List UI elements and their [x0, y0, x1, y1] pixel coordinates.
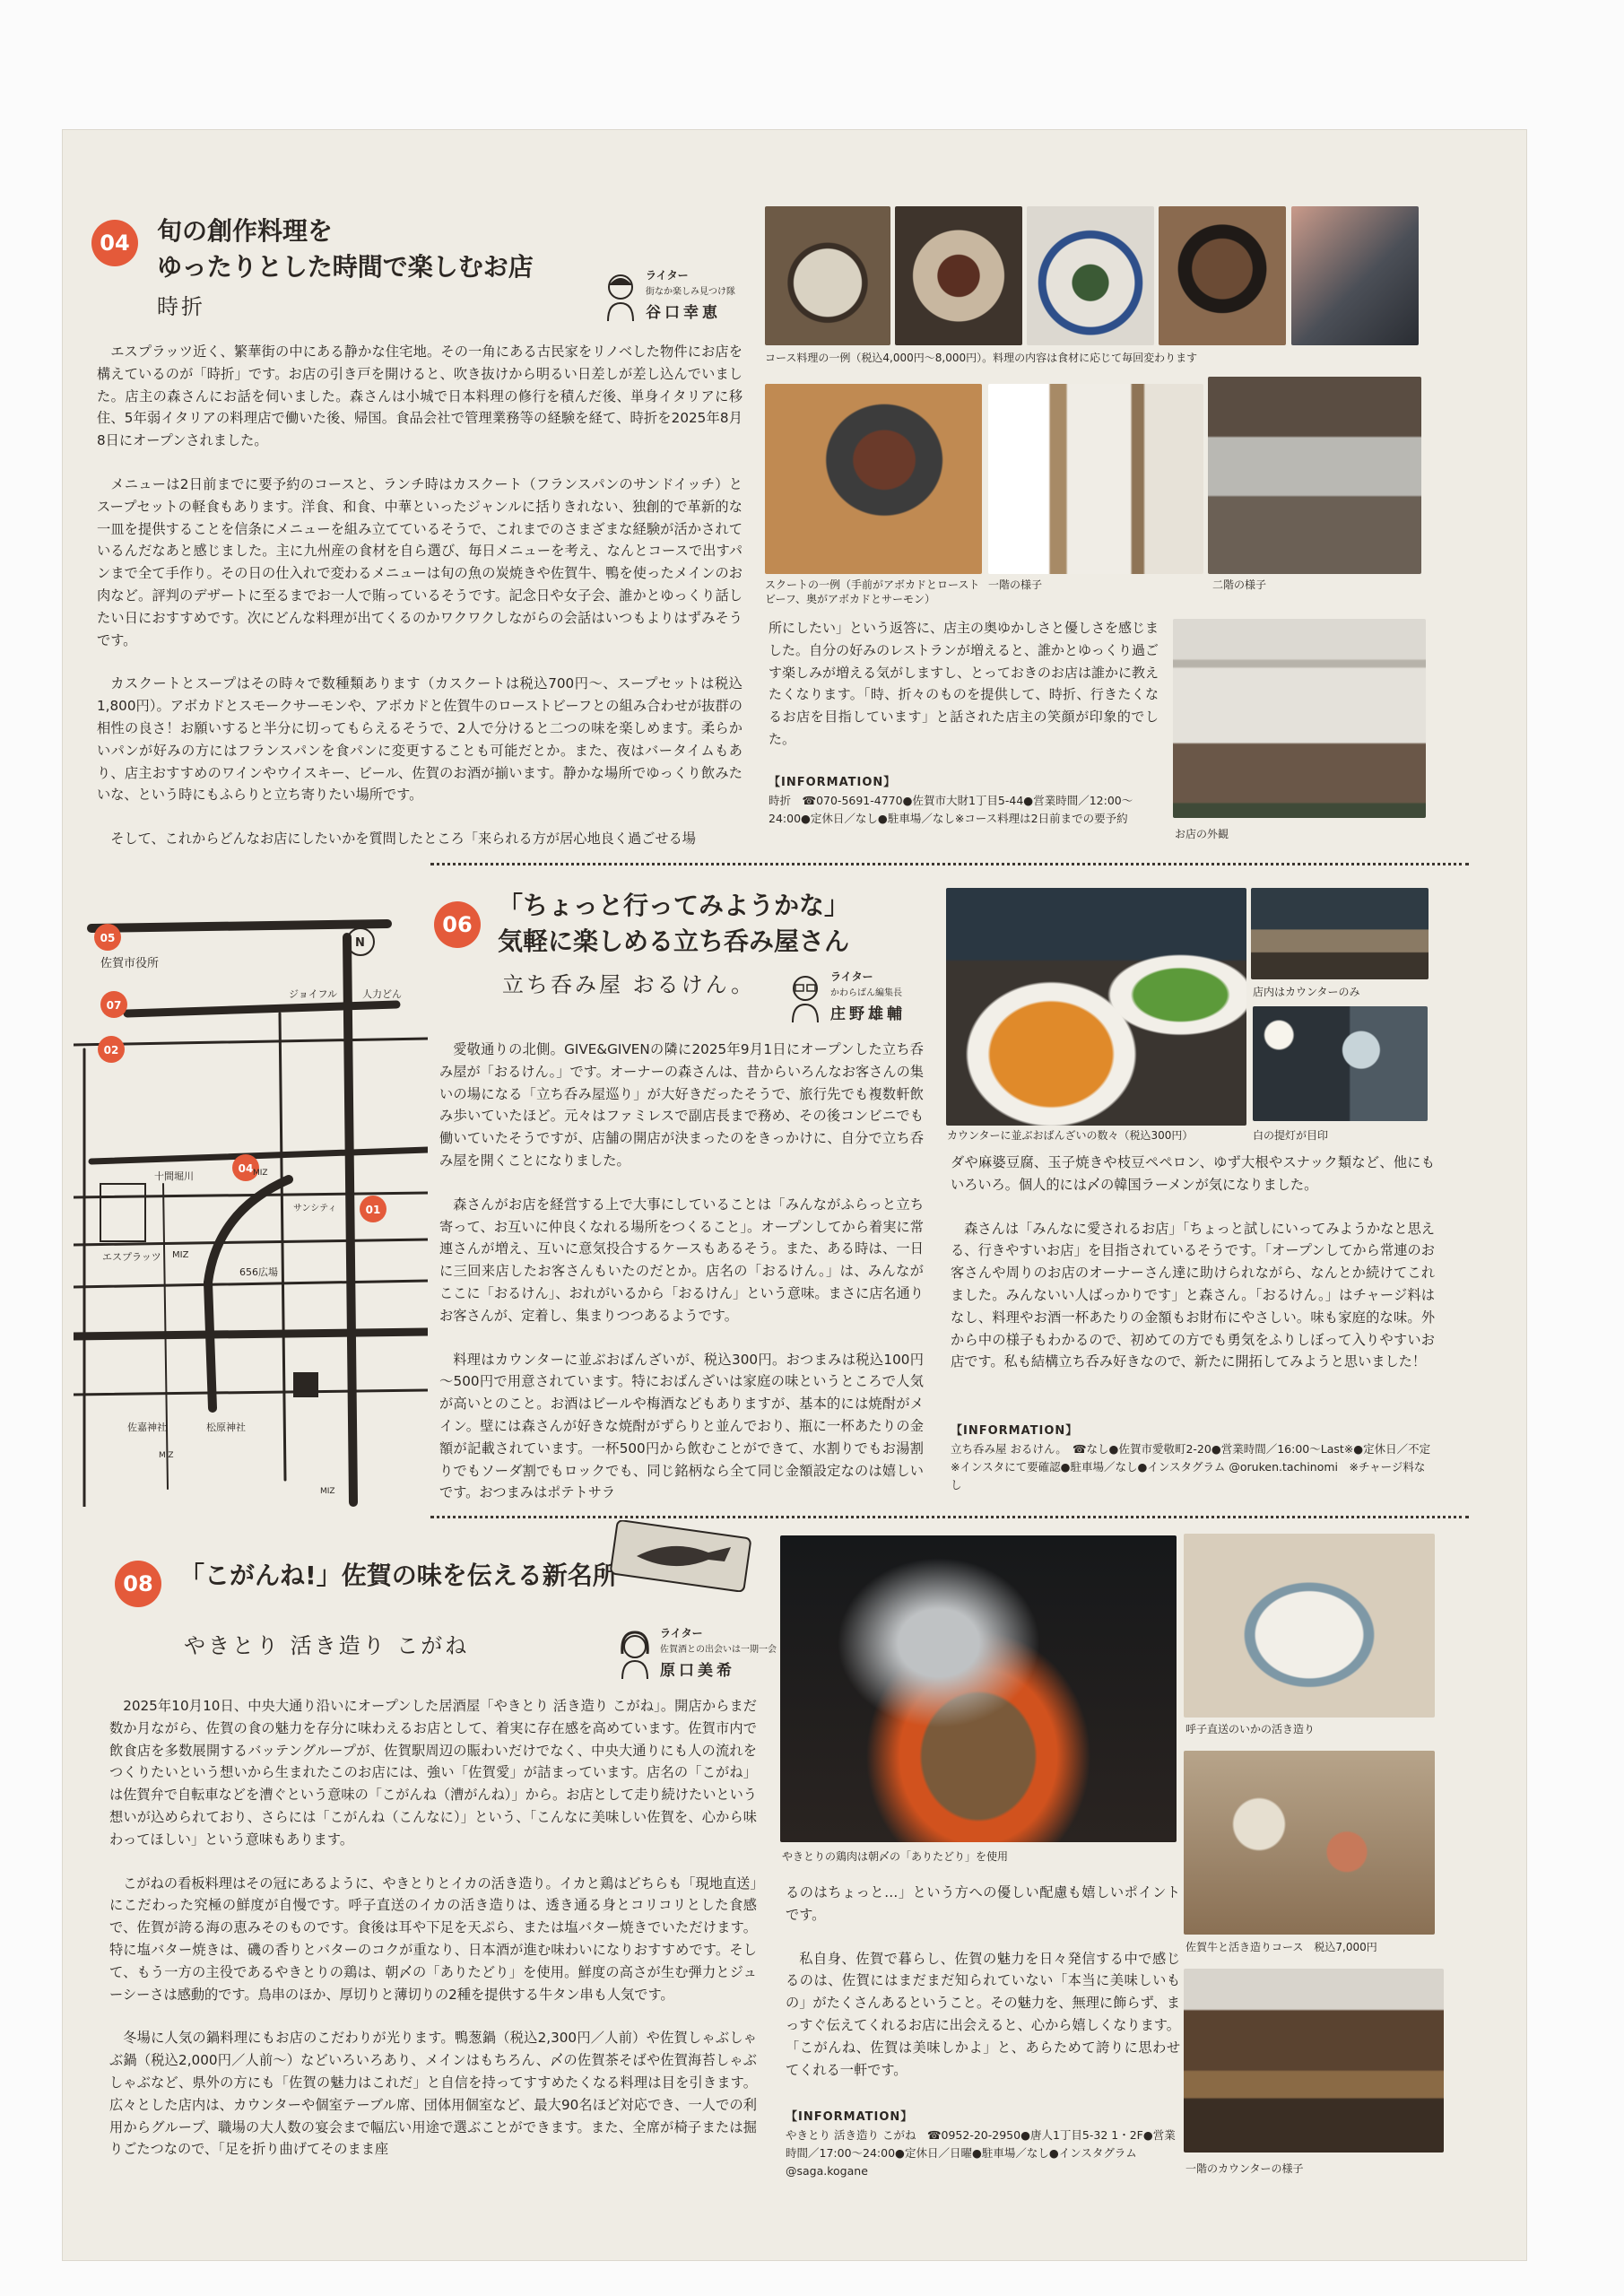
- map-label: 佐賀市役所: [100, 957, 160, 970]
- paragraph: こがねの看板料理はその冠にあるように、やきとりとイカの活き造り。イカと鶏はどちらも「現地直送」にこだわった究極の鮮度が自慢です。呼子直送のイカの活き造りは、透き通る身とコリコリとした食感で、佐賀が誇る海の恵みそのものです。食後は耳や下足を天ぷら、または塩バター焼きでいただけます。特に塩バター焼きは、磯の香りとバターのコクが重なり、日本酒が進む味わいになりおすすめです。そして、もう一方の主役であるやきとりの鶏は、朝〆の「ありたどり」を使用。鮮度の高さが生む弾力とジューシーさは感動的です。鳥串のほか、厚切りと薄切りの2種を提供する牛タン串も人気です。: [109, 1874, 757, 2003]
- storefront-photo: [1173, 619, 1426, 818]
- info-heading: 【INFORMATION】: [769, 776, 897, 789]
- photo-caption: 一階のカウンターの様子: [1185, 2162, 1304, 2175]
- map-label: 656広場: [239, 1266, 278, 1278]
- photo-caption: 一階の様子: [988, 578, 1043, 591]
- writer-label: ライター: [646, 269, 689, 282]
- paragraph: そして、これからどんなお店にしたいかを質問したところ「来られる方が居心地良く過ごせる場: [110, 831, 696, 848]
- section-08-shop-name: やきとり 活き造り こがね: [184, 1633, 470, 1658]
- paragraph: ダや麻婆豆腐、玉子焼きや枝豆ペペロン、ゆず大根やスナック類など、他にもいろいろ。個人的には〆の韓国ラーメンが気になりました。: [951, 1154, 1435, 1193]
- map-label: サンシティ: [293, 1204, 337, 1213]
- paragraph: 冬場に人気の鍋料理にもお店のこだわりが光ります。鴨葱鍋（税込2,300円／人前）や佐賀しゃぶしゃぶ鍋（税込2,000円／人前～）などいろいろあり、メインはもちろん、〆の佐賀茶そばや佐賀海苔しゃぶしゃぶなど、県外の方にも「佐賀の魅力はこれだ」と自信を持ってすすめたくなる料理は目を引きます。広々とした店内は、カウンターや個室テーブル席、団体用個室など、最大90名ほど対応でき、一人での利用からグループ、職場の大人数の宴会まで幅広い用途で選ぶことができます。また、全席が椅子または掘りごたつなので、「足を折り曲げてそのまま座: [109, 2030, 757, 2158]
- paragraph: エスプラッツ近く、繁華街の中にある静かな住宅地。その一角にある古民家をリノベした物件にお店を構えているのが「時折」です。お店の引き戸を開けると、吹き抜けから明るい日差しが差し込んでいました。店主の森さんにお話を伺いました。森さんは小城で日本料理の修行を積んだ後、単身イタリアに移住、5年弱イタリアの料理店で働いた後、帰国。食品会社で管理業務等の経験を経て、時折を2025年8月8日にオープンされました。: [97, 344, 743, 449]
- section-06-body: [439, 1039, 924, 1526]
- map-label: MIZ: [253, 1169, 268, 1178]
- storefront-photo: [1253, 1006, 1428, 1121]
- map-label: 松原神社: [206, 1422, 246, 1433]
- section-divider: [430, 863, 1469, 865]
- photo-caption: 佐賀牛と活き造りコース 税込7,000円: [1185, 1941, 1377, 1953]
- map-north-label: N: [355, 936, 365, 950]
- photo-caption: やきとりの鶏肉は朝〆の「ありたどり」を使用: [782, 1850, 1009, 1863]
- paragraph: 森さんがお店を経営する上で大事にしていることは「みんながふらっと立ち寄って、お互いに仲良くなれる場所をつくること」。オープンしてから着実に常連さんが増え、互いに意気投合するケースもあるそう。また、ある時は、一日に三回来店したお客さんもいたのだとか。店名の「おるけん。」は、みんながここに「おるけん」、おれがいるから「おるけん」という意味。まさに店名通りお客さんが、定着し、集まりつつあるようです。: [439, 1196, 924, 1324]
- writer-credit: [787, 967, 967, 1031]
- map-label: MIZ: [159, 1451, 174, 1460]
- writer-label: ライター: [660, 1627, 703, 1639]
- area-map: [74, 906, 428, 1507]
- section-04-information: [769, 773, 1163, 828]
- interior-photo: [988, 384, 1203, 574]
- writer-name: 原口美希: [660, 1662, 735, 1680]
- map-label: 人力どん: [362, 988, 402, 1000]
- section-08-body: [109, 1695, 757, 2182]
- writer-portrait-icon: [603, 269, 638, 323]
- paragraph: メニューは2日前までに要予約のコースと、ランチ時はカスクート（フランスパンのサンドイッチ）とスープセットの軽食もあります。洋食、和食、中華といったジャンルに括りきれない、独創的で革新的な一皿を提供することを信条にメニューを組み立てているそうで、これまでのさまざまな経験が活かされているんだなあと感じました。主に九州産の食材を自ら選び、毎日メニューを考え、なんとコースで出すパンまで全て手作り。その日の仕入れで変わるメニューは旬の魚の炭焼きや佐賀牛、鴨を使ったメインのお肉など。評判のデザートに至るまでお一人で賄っているそうです。記念日や女子会、誰かとゆっくり話したい日におすすめです。次にどんな料理が出てくるのかワクワクしながらの会話はいつもよりはずみそうです。: [97, 475, 743, 648]
- squid-illustration-icon: [610, 1520, 753, 1592]
- map-marker: 04: [238, 1162, 254, 1175]
- interior-photo: [1184, 1969, 1444, 2152]
- photo-caption: 二階の様子: [1212, 578, 1267, 591]
- photo-caption: スクートの一例（手前がアボカドとローストビーフ、奥がアボカドとサーモン）: [765, 578, 980, 605]
- section-04-title: 旬の創作料理を ゆったりとした時間で楽しむお店: [157, 216, 534, 282]
- writer-credit: [617, 1623, 796, 1688]
- paragraph: 森さんは「みんなに愛されるお店」「ちょっと試しにいってみようかなと思える、行きやすいお店」を目指されているそうです。「オープンしてから常連のお客さんや周りのお店のオーナーさん達に助けられながら、なんとか続けてこれました。みんないい人ばっかりです」と森さん。「おるけん。」はチャージ料はなし、料理やお酒一杯あたりの金額もお財布にやさしい。味も家庭的な味。外から中の様子もわかるので、初めての方でも勇気をふりしぼって入りやすいお店です。私も結構立ち呑み好きなので、新たに開拓してみようと思いました！: [951, 1220, 1436, 1370]
- interior-photo: [1208, 377, 1421, 574]
- info-text: 時折 ☎070-5691-4770●佐賀市大財1丁目5-44●営業時間／12:00～24:00●定休日／なし●駐車場／なし※コース料理は2日前までの要予約: [769, 794, 1133, 825]
- map-marker: 02: [103, 1044, 119, 1057]
- writer-credit: [603, 265, 782, 330]
- food-photo: [946, 888, 1246, 1126]
- info-heading: 【INFORMATION】: [786, 2110, 914, 2124]
- yakitori-photo: [780, 1535, 1177, 1842]
- writer-name: 谷口幸恵: [646, 304, 721, 322]
- writer-label: ライター: [830, 970, 873, 983]
- map-label: MIZ: [320, 1487, 335, 1496]
- paragraph: るのはちょっと…」という方への優しい配慮も嬉しいポイントです。: [786, 1884, 1180, 1923]
- food-photo: [765, 206, 890, 345]
- info-text: 立ち呑み屋 おるけん。 ☎なし●佐賀市愛敬町2-20●営業時間／16:00～Last※●定休日／不定※インスタにて要確認●駐車場／なし●インスタグラム @oruken.tachinomi ※チャージ料なし: [951, 1442, 1431, 1492]
- interior-photo: [1251, 888, 1429, 979]
- map-label: 十間堀川: [154, 1170, 194, 1182]
- map-label: 佐嘉神社: [127, 1422, 167, 1433]
- paragraph: 愛敬通りの北側。GIVE&GIVENの隣に2025年9月1日にオープンした立ち呑み屋が「おるけん。」です。オーナーの森さんは、昔からいろんなお客さんの集いの場になる「立ち呑み屋巡り」が大好きだったそうで、旅行先でも複数軒飲み歩いていたほど。元々はファミレスで副店長まで務め、その後コンビニでも働いていたそうですが、店舗の開店が決まったのをきっかけに、自分で立ち呑み屋を開くことになりました。: [439, 1041, 924, 1169]
- section-divider: [430, 1516, 1469, 1518]
- writer-group: 佐賀酒との出会いは一期一会: [660, 1645, 777, 1655]
- section-number-06: 06: [434, 901, 481, 948]
- section-08-body-continued: [786, 1882, 1180, 2102]
- photo-caption: 呼子直送のいかの活き造り: [1185, 1723, 1316, 1735]
- paragraph: 2025年10月10日、中央大通り沿いにオープンした居酒屋「やきとり 活き造り こがね」。開店からまだ数か月ながら、佐賀の食の魅力を存分に味わえるお店として、着実に存在感を高めています。佐賀市内で飲食店を多数展開するバッテングループが、佐賀駅周辺の賑わいだけでなく、中央大通りにも人の流れをつくりたいという想いから生まれたこのお店には、強い「佐賀愛」が詰まっています。店名の「こがね」は佐賀弁で自転車などを漕ぐという意味の「こがんね（漕がんね）」から。お店として走り続けたいという想いが込められており、さらには「こがんね（こんなに）」という、「こんなに美味しい佐賀を、心から味わってほしい」という意味もあります。: [109, 1698, 757, 1848]
- section-06-title: 「ちょっと行ってみようかな」 気軽に楽しめる立ち呑み屋さん: [498, 891, 850, 956]
- writer-group: かわらばん編集長: [830, 988, 902, 998]
- food-photo: [895, 206, 1022, 345]
- section-04-body: [97, 341, 743, 872]
- section-number-08: 08: [115, 1561, 161, 1607]
- map-marker: 01: [365, 1204, 381, 1216]
- paragraph: 所にしたい」という返答に、店主の奥ゆかしさと優しさを感じました。自分の好みのレストランが増えると、誰かとゆっくり過ごす楽しみが増える気がしますし、とっておきのお店は誰かに教えたくなります。「時、折々のものを提供して、時折、行きたくなるお店を目指しています」と話された店主の笑顔が印象的でした。: [769, 620, 1159, 747]
- map-label: ジョイフル: [289, 988, 338, 1000]
- photo-caption: コース料理の一例（税込4,000円～8,000円）。料理の内容は食材に応じて毎回変わります: [765, 352, 1198, 364]
- paragraph: カスクートとスープはその時々で数種類あります（カスクートは税込700円～、スープセットは税込1,800円）。アボカドとスモークサーモンや、アボカドと佐賀牛のローストビーフとの組み合わせが抜群の相性の良さ！お願いすると半分に切ってもらえるそうで、2人で分けると二つの味を楽しめます。柔らかいパンが好みの方にはフランスパンを食パンに変更することも可能だとか。また、夜はバータイムもあり、店主おすすめのワインやウイスキー、ビール、佐賀のお酒が揃います。静かな場所でゆっくり飲みたいな、という時にもふらりと立ち寄りたい場所です。: [97, 675, 743, 804]
- food-photo: [765, 384, 982, 574]
- food-photo: [1159, 206, 1286, 345]
- section-number-04: 04: [91, 220, 138, 266]
- info-heading: 【INFORMATION】: [951, 1424, 1079, 1438]
- map-label: MIZ: [172, 1250, 189, 1260]
- writer-name: 庄野雄輔: [830, 1005, 906, 1023]
- writer-portrait-icon: [787, 970, 823, 1024]
- section-04-body-continued: [769, 617, 1159, 751]
- section-08-title: 「こがんね!」佐賀の味を伝える新名所: [179, 1561, 618, 1590]
- writer-portrait-icon: [617, 1627, 653, 1681]
- paragraph: 料理はカウンターに並ぶおばんざいが、税込300円。おつまみは税込100円～500円で用意されています。特におばんざいは家庭の味というところで人気が高いとのこと。お酒はビールや梅酒などもありますが、基本的には焼酎がメイン。壁には森さんが好きな焼酎がずらりと並んでおり、瓶に一杯あたりの金額が記載されています。一杯500円から飲むことができて、水割りでもお湯割りでもソーダ割でもロックでも、同じ銘柄なら全て同じ金額設定なのは嬉しいです。おつまみはポテトサラ: [439, 1351, 924, 1501]
- section-06-body-continued: [951, 1152, 1435, 1395]
- map-marker: 07: [106, 999, 122, 1012]
- writer-group: 街なか楽しみ見つけ隊: [646, 287, 735, 297]
- map-marker: 05: [100, 932, 116, 944]
- photo-caption: カウンターに並ぶおばんざいの数々（税込300円）: [947, 1129, 1194, 1142]
- map-label: エスプラッツ: [102, 1251, 161, 1263]
- section-08-information: [786, 2108, 1180, 2180]
- photo-caption: お店の外観: [1175, 828, 1229, 840]
- section-06-shop-name: 立ち呑み屋 おるけん。: [502, 972, 756, 997]
- food-photo: [1027, 206, 1154, 345]
- section-06-information: [951, 1422, 1435, 1494]
- photo-caption: 店内はカウンターのみ: [1253, 986, 1360, 998]
- paragraph: 私自身、佐賀で暮らし、佐賀の魅力を日々発信する中で感じるのは、佐賀にはまだまだ知られていない「本当に美味しいもの」がたくさんあるということ。その魅力を、無理に飾らず、まっすぐ伝えてくれるお店に出会えると、心から嬉しくなります。「こがんね、佐賀は美味しかよ」と、あらためて誇りに思わせてくれる一軒です。: [786, 1950, 1180, 2078]
- photo-caption: 白の提灯が目印: [1253, 1129, 1329, 1142]
- info-text: やきとり 活き造り こがね ☎0952-20-2950●唐人1丁目5-32 1・2F●営業時間／17:00～24:00●定休日／日曜●駐車場／なし●インスタグラム @saga.kogane: [786, 2128, 1176, 2178]
- food-photo: [1291, 206, 1419, 345]
- section-04-shop-name: 時折: [157, 294, 205, 319]
- food-photo: [1184, 1534, 1435, 1718]
- food-photo: [1184, 1751, 1435, 1935]
